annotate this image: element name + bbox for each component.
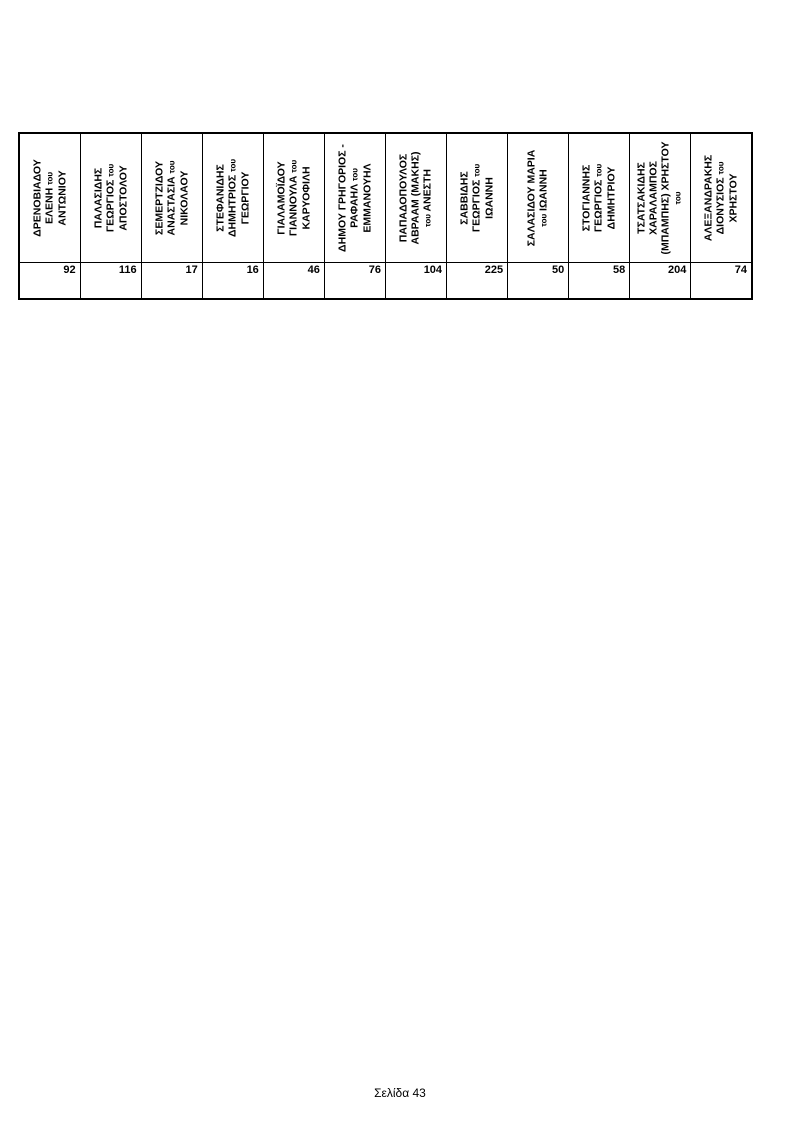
votes-cell: 74 — [691, 263, 752, 300]
candidate-header — [324, 133, 385, 263]
candidate-header — [630, 133, 691, 263]
votes-row — [19, 263, 752, 300]
candidate-surname: ΔΡΕΝΟΒΙΑΔΟΥ — [31, 159, 44, 237]
candidate-surname: ΣΤΕΦΑΝΙΔΗΣ — [214, 164, 227, 232]
candidate-father-name: ΔΗΜΗΤΡΙΟΥ — [605, 166, 618, 230]
candidate-surname: ΔΗΜΟΥ ΓΡΗΓΟΡΙΟΣ - — [336, 144, 349, 252]
votes-cell: 204 — [630, 263, 691, 300]
votes-cell: 76 — [324, 263, 385, 300]
candidate-of: του — [594, 163, 604, 177]
candidate-header — [141, 133, 202, 263]
candidate-header — [508, 133, 569, 263]
votes-cell: 50 — [508, 263, 569, 300]
candidate-header — [447, 133, 508, 263]
votes-cell: 16 — [202, 263, 263, 300]
candidate-given-name: ΓΕΩΡΓΙΟΣ — [592, 179, 605, 233]
candidate-header — [385, 133, 446, 263]
candidate-father-name: ΕΜΜΑΝΟΥΗΛ — [361, 163, 374, 233]
candidate-father-name: ΙΩΑΝΝΗ — [483, 177, 496, 219]
candidate-surname: ΠΑΛΑΣΙΔΗΣ — [92, 167, 105, 229]
candidate-of: του — [539, 213, 549, 227]
candidate-of: του — [45, 172, 55, 185]
candidate-of: του — [673, 191, 683, 205]
votes-cell: 46 — [263, 263, 324, 300]
candidate-father-name: (ΜΠΑΜΠΗΣ) ΧΡΗΣΤΟΥ — [659, 141, 672, 255]
candidate-father-name: ΑΝΕΣΤΗ — [421, 169, 434, 212]
candidate-of: του — [350, 168, 360, 181]
candidate-father-name: ΑΠΟΣΤΟΛΟΥ — [117, 165, 130, 231]
votes-cell: 104 — [385, 263, 446, 300]
candidate-of: του — [228, 158, 238, 172]
page-number: Σελίδα 43 — [374, 1086, 426, 1100]
votes-cell: 58 — [569, 263, 630, 300]
candidate-header — [263, 133, 324, 263]
candidate-surname: ΤΣΑΤΣΑΚΙΔΗΣ — [635, 162, 648, 234]
candidate-header — [80, 133, 141, 263]
votes-cell: 17 — [141, 263, 202, 300]
candidate-surname: ΓΙΑΛΑΜΟΪΔΟΥ — [275, 161, 288, 235]
candidate-of: του — [289, 159, 299, 173]
votes-cell: 116 — [80, 263, 141, 300]
candidate-header — [19, 133, 80, 263]
candidate-surname: ΣΕΜΕΡΤΖΙΔΟΥ — [153, 161, 166, 235]
candidate-of: του — [716, 161, 726, 175]
votes-cell: 92 — [19, 263, 80, 300]
candidate-given-name: ΓΙΑΝΝΟΥΛΑ — [287, 175, 300, 237]
candidate-of: του — [472, 163, 482, 177]
candidate-given-name: ΔΗΜΗΤΡΙΟΣ — [226, 174, 239, 238]
candidate-of: του — [167, 160, 177, 174]
candidate-header — [691, 133, 752, 263]
candidate-of: του — [106, 163, 116, 177]
candidate-header — [569, 133, 630, 263]
candidate-given-name: ΑΝΑΣΤΑΣΙΑ — [165, 176, 178, 236]
candidate-father-name: ΚΑΡΥΟΦΙΛΗ — [300, 166, 313, 230]
candidate-father-name: ΝΙΚΟΛΑΟΥ — [178, 170, 191, 226]
candidate-given-name: ΓΕΩΡΓΙΟΣ — [104, 179, 117, 233]
candidate-given-name: ΧΑΡΑΛΑΜΠΟΣ — [647, 161, 660, 235]
candidate-surname: ΣΑΛΑΣΙΔΟΥ ΜΑΡΙΑ — [525, 149, 538, 247]
candidate-of: του — [423, 214, 433, 227]
candidate-given-name: ΓΕΩΡΓΙΟΣ — [470, 179, 483, 233]
candidate-surname: ΠΑΠΑΔΟΠΟΥΛΟΣ — [397, 153, 410, 243]
candidate-father-name: ΓΕΩΡΓΙΟΥ — [239, 171, 252, 225]
votes-cell: 225 — [447, 263, 508, 300]
candidate-father-name: ΙΩΑΝΝΗ — [537, 169, 550, 211]
candidate-surname: ΑΛΕΞΑΝΔΡΑΚΗΣ — [702, 154, 715, 242]
candidate-names-row — [19, 133, 752, 263]
candidate-father-name: ΑΝΤΩΝΙΟΥ — [56, 170, 69, 226]
candidate-surname: ΣΤΟΓΙΑΝΝΗΣ — [580, 164, 593, 232]
candidate-header — [202, 133, 263, 263]
candidate-father-name: ΧΡΗΣΤΟΥ — [727, 173, 740, 223]
candidate-given-name: ΑΒΡΑΑΜ (ΜΑΚΗΣ) — [409, 151, 422, 245]
candidate-surname: ΣΑΒΒΙΔΗΣ — [458, 171, 471, 225]
candidate-given-name: ΔΙΟΝΥΣΙΟΣ — [714, 177, 727, 235]
candidates-results-table — [18, 132, 753, 300]
candidate-given-name: ΕΛΕΝΗ — [43, 187, 56, 224]
candidate-given-name: ΡΑΦΑΗΛ — [348, 183, 361, 228]
